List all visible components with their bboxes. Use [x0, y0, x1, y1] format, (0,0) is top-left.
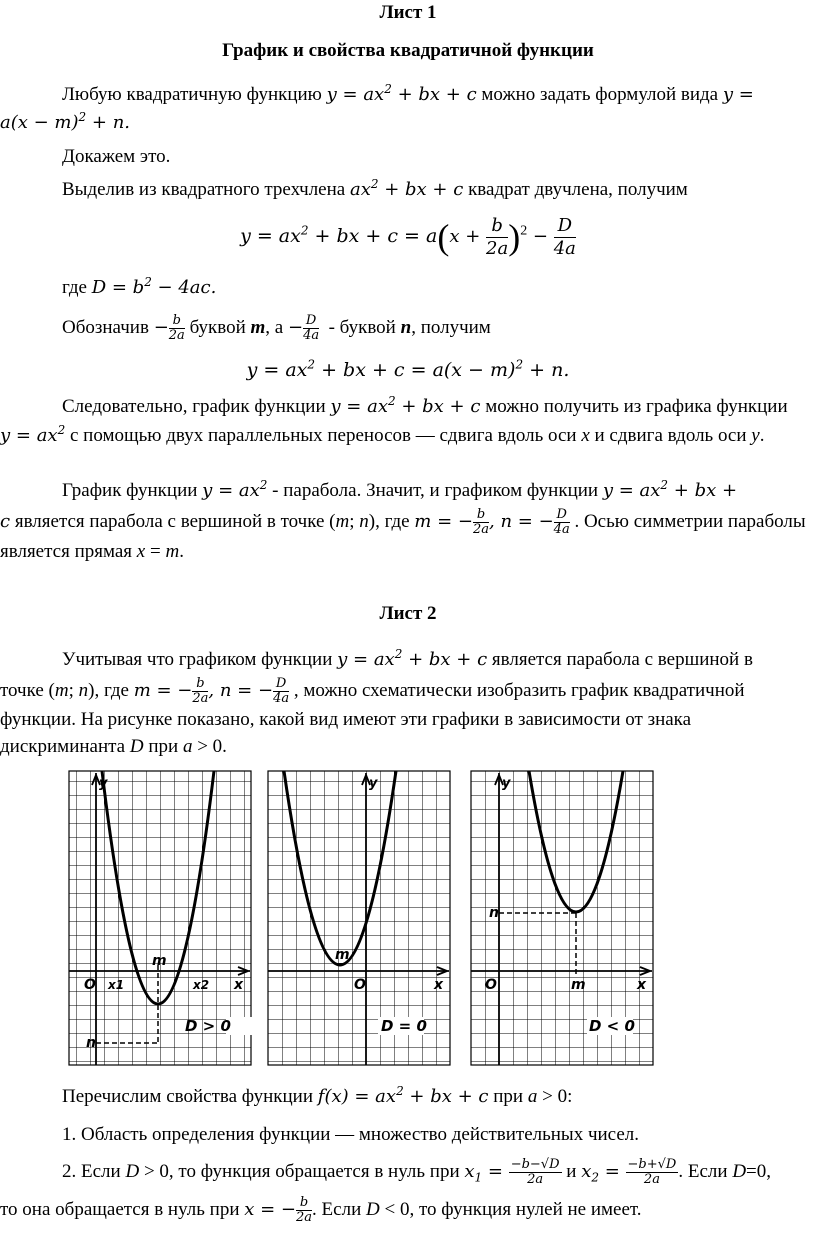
label-n: n: [86, 1035, 96, 1051]
label-m: m: [335, 947, 350, 963]
sheet2-para1-line2: точке (m; n), где m = − $\frac{b}{2a}$ , n = − $\frac{D}{4a}$ , можно схематически изобразить график квадратичной: [0, 676, 745, 707]
sheet1-para5: Следовательно, график функции $y = ax^2$ + bx + c можно получить из графика функции: [62, 394, 788, 417]
sheet1-para2: Докажем это.: [62, 146, 171, 167]
label-x: x: [637, 977, 647, 993]
sheet1-para5-line2: $y = ax^2$ с помощью двух параллельных переносов — сдвига вдоль оси x и сдвига вдоль оси y.: [0, 423, 765, 446]
formula-complete-square: $y = ax^2$ + bx + c = a(x + $\frac{b}{2a}$ )$^2$ − $\frac{D}{4a}$: [240, 215, 576, 259]
graph-d-positive: [69, 771, 264, 1065]
formula-vertex: $y = ax^2$ + bx + $c = a(x - m)^2 + n$.: [246, 357, 570, 381]
label-x: x: [234, 977, 244, 993]
sheet2-title: Лист 2: [379, 603, 437, 624]
graphs-figure: [62, 767, 752, 1073]
label-x: x: [434, 977, 444, 993]
label-O: O: [84, 977, 96, 993]
sheet1-heading: График и свойства квадратичной функции: [222, 40, 594, 61]
label-n: n: [489, 905, 499, 921]
label-y: y: [369, 776, 378, 791]
cond-d-zero: D = 0: [381, 1017, 427, 1035]
label-m: m: [571, 977, 586, 993]
graph-d-zero: [268, 771, 450, 1065]
label-O: O: [354, 977, 366, 993]
prop-2-line2: то она обращается в нуль при x = − $\frac{b}{2a}$ . Если D < 0, то функция нулей не имеет.: [0, 1195, 642, 1226]
sheet1-para3: Выделив из квадратного трехчлена $ax^2$ + bx + c квадрат двучлена, получим: [62, 177, 688, 200]
sheet1-para1-cont: $a(x - m)^2 + n$.: [0, 110, 131, 133]
sheet2-para1-line3: функции. На рисунке показано, какой вид имеют эти графики в зависимости от знака: [0, 709, 692, 730]
sheet2-para1-line4: дискриминанта D при a > 0.: [0, 736, 227, 757]
cond-d-positive: D > 0: [185, 1017, 231, 1035]
prop-2: 2. Если D > 0, то функция обращается в нуль при $x_1$ = $\frac{-b-√D}{2a}$ и $x_2$ = $\frac{-b+√D}{2a}$ . Если D=0,: [62, 1157, 772, 1188]
props-intro: Перечислим свойства функции $f(x) = ax^2$ + bx + c при a > 0:: [62, 1084, 573, 1107]
graph-d-negative: [471, 771, 653, 1065]
label-y: y: [502, 776, 511, 791]
sheet1-para1: Любую квадратичную функцию $y = ax^2$ + bx + c можно задать формулой вида y =: [62, 82, 754, 105]
cond-d-negative: D < 0: [589, 1017, 635, 1035]
prop-1: 1. Область определения функции — множество действительных чисел.: [62, 1124, 640, 1145]
label-O: O: [485, 977, 497, 993]
label-x1: x1: [108, 978, 125, 992]
label-x2: x2: [193, 978, 210, 992]
label-y: y: [99, 776, 108, 791]
sheet1-para6: График функции $y = ax^2$ - парабола. Значит, и графиком функции $y = ax^2$ + bx +: [62, 478, 738, 501]
sheet1-D-def: где $D = b^2 - 4ac$.: [62, 275, 217, 298]
sheet1-para6-line2: c является парабола с вершиной в точке (m; n), где m = − $\frac{b}{2a}$ , n = − $\frac{D}{4a}$ . Осью симметрии параболы является прямая x = m.: [0, 507, 806, 563]
sheet1-title: Лист 1: [379, 2, 437, 23]
label-m: m: [152, 953, 167, 969]
sheet1-para4: Обозначив − $\frac{b}{2a}$ буквой m, а − $\frac{D}{4a}$ - буквой n, получим: [62, 313, 491, 344]
sheet2-para1: Учитывая что графиком функции $y = ax^2$ + bx + c является парабола с вершиной в: [62, 647, 753, 670]
